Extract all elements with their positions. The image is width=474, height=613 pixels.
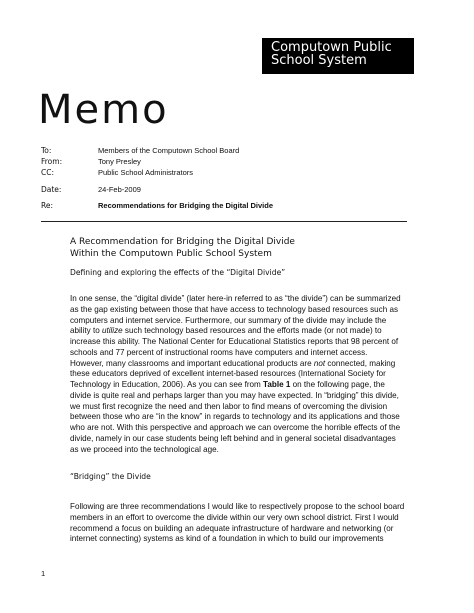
text-run: However, many classrooms and important educational products are xyxy=(70,358,314,368)
paragraph-2-line: recommend a focus on building an adequate infrastructure of hardware and networking (or xyxy=(70,523,394,533)
section-subtitle: Defining and exploring the effects of the “Digital Divide” xyxy=(70,268,286,277)
emphasis-not: not xyxy=(313,358,326,368)
table-1-reference: Table 1 xyxy=(263,380,291,389)
text-run: ability to xyxy=(70,326,102,336)
header-date-value: 24-Feb-2009 xyxy=(98,185,141,194)
text-run: Technology in Education, 2006). As you can see from xyxy=(70,380,264,389)
page-number: 1 xyxy=(41,569,46,578)
header-divider xyxy=(41,221,407,222)
paragraph-1-line: who are not. With this perspective and approach we can overcome the horrible effects of the xyxy=(70,423,401,432)
header-to-label: To: xyxy=(41,146,52,155)
header-from-value: Tony Presley xyxy=(98,157,141,166)
paragraph-1-line: computers and internet service. Furthermore, our summary of the divide may include the xyxy=(70,315,387,325)
paragraph-1-line: In one sense, the “digital divide” (later here-in referred to as “the divide”) can be summarized xyxy=(70,294,401,303)
header-from-label: From: xyxy=(41,157,63,166)
header-to-value: Members of the Computown School Board xyxy=(98,146,240,155)
memo-title: Memo xyxy=(38,87,169,133)
text-run: such technology based resources and the efforts made (or not made) to xyxy=(122,326,382,336)
organization-line-2: School System xyxy=(271,53,367,68)
paragraph-1-line: these educators deprived of excellent internet-based resources (International Society for xyxy=(70,369,386,379)
organization-line-1: Computown Public xyxy=(271,40,392,55)
paragraph-1-line xyxy=(70,359,410,370)
paragraph-1-line: divide is quite real and perhaps larger than you may have expected. In “bridging” this divide, xyxy=(70,390,399,400)
header-cc-value: Public School Administrators xyxy=(98,168,194,177)
paragraph-2-line: members in an effort to overcome the divide within our very own school district. First I would xyxy=(70,512,399,522)
paragraph-1-line: as the gap existing between those that have access to technology based resources such as xyxy=(70,304,399,314)
section-title-line-2: Within the Computown Public School System xyxy=(70,249,272,259)
paragraph-2-line: internet connecting) systems as kind of a foundation in which to build our improvements xyxy=(70,534,384,544)
paragraph-1-line: between those who are “in the know” in regards to technology and its applications and those xyxy=(70,412,400,422)
text-run: on the following page, the xyxy=(290,380,385,389)
emphasis-utilize: utilize xyxy=(101,326,123,336)
paragraph-1-line xyxy=(70,380,410,391)
section-2-subtitle: “Bridging” the Divide xyxy=(70,472,151,481)
header-cc-label: CC: xyxy=(41,168,55,177)
section-title xyxy=(70,236,295,260)
organization-label xyxy=(262,38,414,74)
paragraph-1 xyxy=(70,294,410,455)
paragraph-1-line: as we proceed into the technological age. xyxy=(70,444,219,454)
paragraph-1-line xyxy=(70,326,410,337)
header-re-label: Re: xyxy=(41,201,54,210)
paragraph-1-line: divide, namely in our case students being left behind and in general societal disadvantages xyxy=(70,433,396,443)
text-run: connected, making xyxy=(325,358,396,368)
paragraph-1-line: we must first recognize the need and then labor to find means of overcoming the division xyxy=(70,401,388,411)
paragraph-2 xyxy=(70,502,410,545)
paragraph-2-line: Following are three recommendations I would like to respectively propose to the school board xyxy=(70,502,405,511)
header-date-label: Date: xyxy=(41,185,62,194)
header-re-value: Recommendations for Bridging the Digital Divide xyxy=(98,201,274,210)
section-title-line-1: A Recommendation for Bridging the Digital Divide xyxy=(70,237,295,247)
paragraph-1-line: increase this ability. The National Center for Educational Statistics reports that 98 percent of xyxy=(70,337,399,346)
paragraph-1-line: schools and 77 percent of instructional rooms have computers and internet access. xyxy=(70,347,368,357)
